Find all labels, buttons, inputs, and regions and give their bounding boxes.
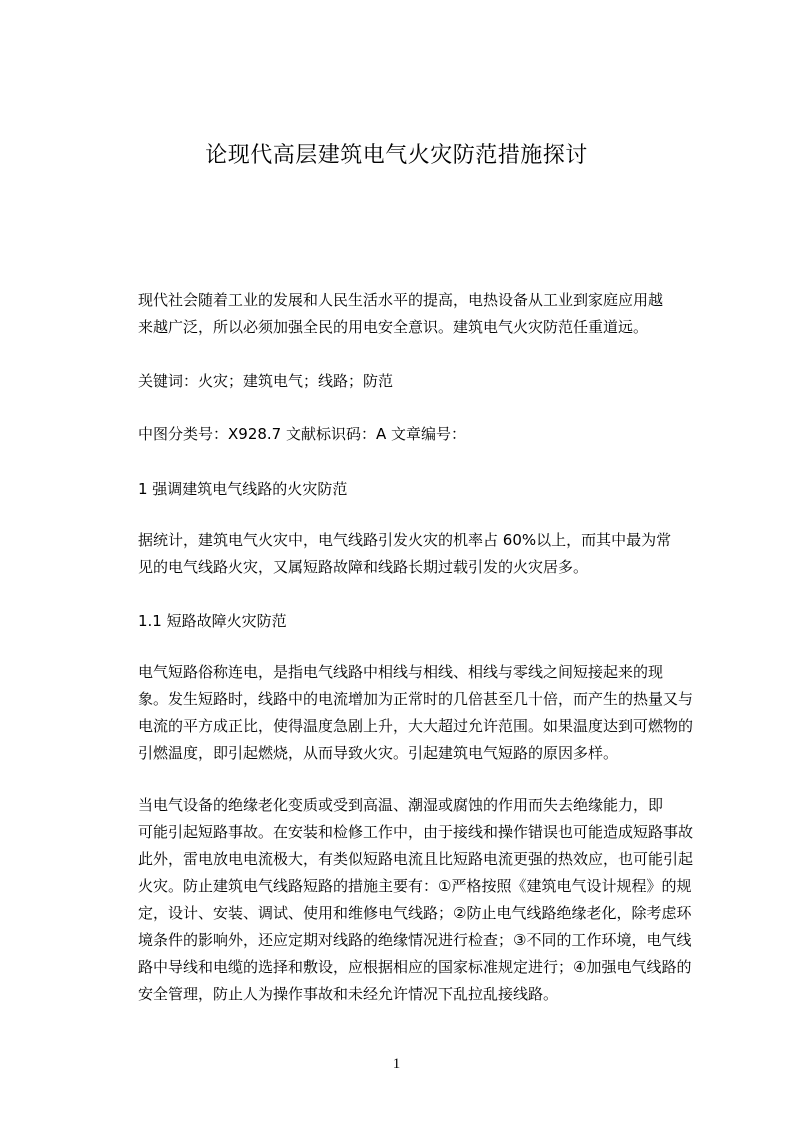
paragraph-line: 此外，雷电放电电流极大，有类似短路电流且比短路电流更强的热效应，也可能引起 [138, 850, 694, 868]
paragraph-line: 可能引起短路事故。在安装和检修工作中，由于接线和操作错误也可能造成短路事故 [138, 823, 694, 841]
section-1-heading: 1 强调建筑电气线路的火灾防范 [138, 480, 348, 498]
paragraph-line: 引燃温度，即引起燃烧，从而导致火灾。引起建筑电气短路的原因多样。 [138, 744, 619, 762]
paragraph-line: 见的电气线路火灾，又属短路故障和线路长期过载引发的火灾居多。 [138, 558, 589, 576]
section-1-1-paragraph-2 [106, 792, 700, 1008]
classification-info: 中图分类号：X928.7 文献标识码：A 文章编号： [138, 425, 467, 443]
document-title: 论现代高层建筑电气火灾防范措施探讨 [205, 143, 588, 168]
section-1-1-paragraph-1 [106, 659, 700, 767]
paragraph-line: 安全管理，防止人为操作事故和未经允许情况下乱拉乱接线路。 [138, 985, 559, 1003]
paragraph-line: 据统计，建筑电气火灾中，电气线路引发火灾的机率占 60%以上，而其中最为常 [138, 531, 672, 549]
paragraph-line: 火灾。防止建筑电气线路短路的措施主要有：①严格按照《建筑电气设计规程》的规 [138, 877, 692, 895]
paragraph-line: 路中导线和电缆的选择和敷设，应根据相应的国家标准规定进行；④加强电气线路的 [138, 958, 692, 976]
page-number: 1 [392, 1056, 401, 1072]
keywords: 关键词：火灾；建筑电气；线路；防范 [138, 372, 394, 390]
abstract-line: 现代社会随着工业的发展和人民生活水平的提高，电热设备从工业到家庭应用越 [138, 291, 664, 309]
abstract-paragraph [106, 287, 700, 341]
section-1-paragraph [106, 527, 700, 581]
paragraph-line: 电气短路俗称连电，是指电气线路中相线与相线、相线与零线之间短接起来的现 [138, 663, 664, 681]
paragraph-line: 电流的平方成正比，使得温度急剧上升，大大超过允许范围。如果温度达到可燃物的 [138, 717, 694, 735]
paragraph-line: 定，设计、安装、调试、使用和维修电气线路；②防止电气线路绝缘老化，除考虑环 [138, 904, 692, 922]
paragraph-line: 象。发生短路时，线路中的电流增加为正常时的几倍甚至几十倍，而产生的热量又与 [138, 690, 694, 708]
abstract-line: 来越广泛，所以必须加强全民的用电安全意识。建筑电气火灾防范任重道远。 [138, 318, 649, 336]
paragraph-line: 境条件的影响外，还应定期对线路的绝缘情况进行检查；③不同的工作环境，电气线 [138, 931, 692, 949]
section-1-1-heading: 1.1 短路故障火灾防范 [138, 612, 287, 630]
paragraph-line: 当电气设备的绝缘老化变质或受到高温、潮湿或腐蚀的作用而失去绝缘能力，即 [138, 796, 664, 814]
